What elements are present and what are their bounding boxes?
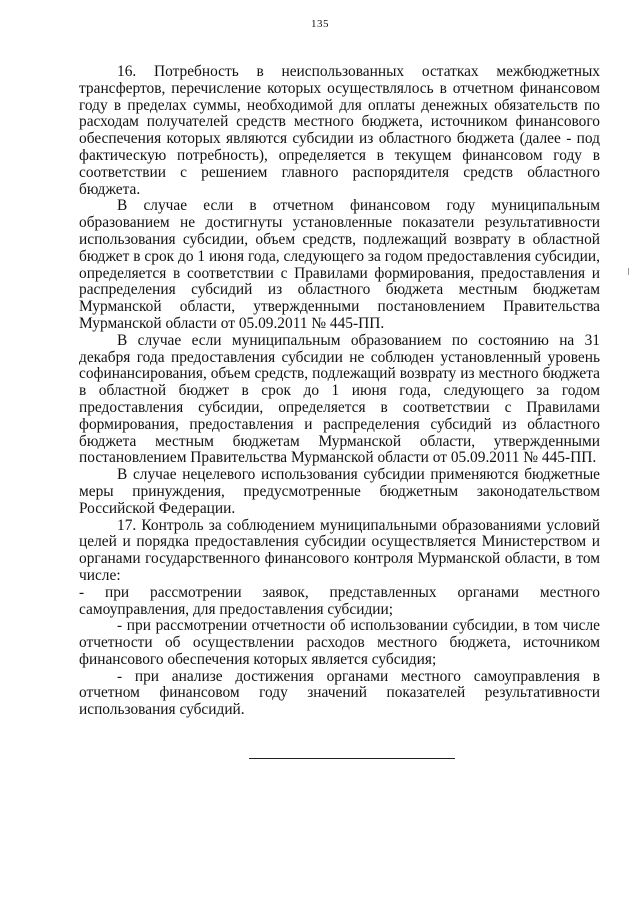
paragraph-performance-indicators: В случае если в отчетном финансовом году муниципальным образованием не достигнуты установленные показатели результативности использования субсидии, объем средств, подлежащий возврату в областной бюджет в срок до 1 июня года, следующего за годом предоставления субсидии, определяется в соответствии с Правилами формирования, предоставления и распределения субсидий из областного бюджета местным бюджетам Мурманской области, утвержденными постановлением Правительства Мурманской области от 05.09.2011 № 445-ПП. [79, 197, 600, 332]
closing-rule [249, 758, 455, 759]
document-body [79, 64, 600, 719]
list-item-applications-text: - при рассмотрении заявок, представленных органами местного самоуправления, для предоставления субсидии; [79, 583, 600, 618]
margin-mark [628, 268, 629, 275]
page-number: 135 [311, 18, 329, 30]
list-item-applications [79, 585, 600, 619]
list-item-reporting: - при рассмотрении отчетности об использовании субсидии, в том числе отчетности об осуществлении расходов местного бюджета, источником финансового обеспечения которых является субсидия; [79, 617, 600, 668]
paragraph-cofinancing-level: В случае если муниципальным образованием по состоянию на 31 декабря года предоставления субсидии не соблюден установленный уровень софинансирования, объем средств, подлежащий возврату из местного бюджета в областной бюджет в срок до 1 июня года, следующего за годом предоставления субсидии, определяется в соответствии с Правилами формирования, предоставления и распределения субсидий из областного бюджета местным бюджетам Мурманской области, утвержденными постановлением Правительства Мурманской области от 05.09.2011 № 445-ПП. [79, 331, 600, 467]
paragraph-16-unused-balances: 16. Потребность в неиспользованных остатках межбюджетных трансфертов, перечисление которых осуществлялось в отчетном финансовом году в пределах суммы, необходимой для оплаты денежных обязательств по расходам получателей средств местного бюджета, источником финансового обеспечения которых являются субсидии из областного бюджета (далее - под фактическую потребность), определяется в текущем финансовом году в соответствии с решением главного распорядителя средств областного бюджета. [79, 63, 600, 198]
paragraph-misuse-measures: В случае нецелевого использования субсидии применяются бюджетные меры принуждения, предусмотренные бюджетным законодательством Российской Федерации. [79, 466, 600, 517]
paragraph-17-control: 17. Контроль за соблюдением муниципальными образованиями условий целей и порядка предоставления субсидии осуществляется Министерством и органами государственного финансового контроля Мурманской области, в том числе: [79, 516, 600, 584]
list-item-analysis: - при анализе достижения органами местного самоуправления в отчетном финансовом году значений показателей результативности использования субсидий. [79, 667, 600, 719]
